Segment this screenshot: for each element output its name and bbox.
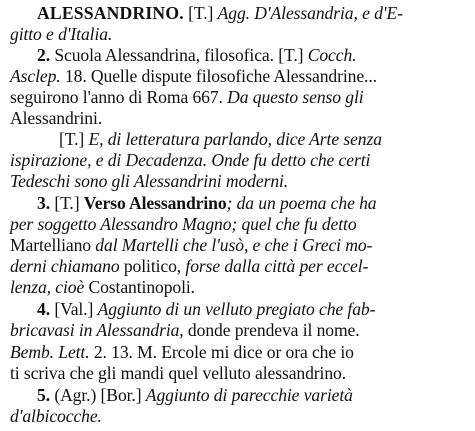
sense-text: 2. 13. M. Ercole mi dice or ora che io: [93, 342, 354, 362]
subheadword: Verso Alessandrino: [83, 193, 227, 213]
sense-3-line-3: [10, 234, 475, 256]
citation: Cocch.: [307, 45, 357, 65]
sense-text: Scuola Alessandrina, filosofica.: [54, 45, 274, 65]
sense-2-line-1: [37, 44, 475, 66]
tag: (Agr.): [54, 385, 97, 405]
sense-4-line-2: [10, 319, 475, 341]
sense-number: 3.: [37, 193, 50, 213]
sense-3-line-2: per soggetto Alessandro Magno; quel che fu detto: [10, 214, 357, 234]
sense-number: 4.: [37, 299, 50, 319]
sense-text: E, di letteratura parlando, dice Arte senza: [88, 129, 382, 149]
sense-text: Costantinopoli.: [88, 277, 195, 297]
sense-text: Martelliano: [10, 235, 91, 255]
sense-text: bricavasi in Alessandria,: [10, 320, 184, 340]
citation: Bemb. Lett.: [10, 342, 90, 362]
sense-3-line-4: [10, 255, 475, 277]
sense-4-line-1: [37, 298, 475, 320]
sense-3-line-5: [10, 276, 475, 298]
sense-text: donde prendeva il nome.: [187, 320, 360, 340]
tag: [T.]: [278, 45, 304, 65]
sense-text: forse dalla città per eccel-: [185, 256, 369, 276]
sense-3-line-1: [37, 192, 475, 214]
sense-5-line-2: d'albicocche.: [10, 406, 102, 426]
citation: Asclep.: [10, 66, 61, 86]
sense-text: cioè: [55, 277, 85, 297]
sense-text: seguirono l'anno di Roma 667.: [10, 87, 223, 107]
sense-4-line-3: [10, 341, 475, 363]
sense-text: Aggiunto di un velluto pregiato che fab-: [97, 299, 376, 319]
sense-number: 5.: [37, 385, 50, 405]
sense-text: Aggiunto di parecchie varietà: [145, 385, 353, 405]
sense-2-line-3: [10, 86, 475, 108]
sense-number: 2.: [37, 45, 50, 65]
sense-text: politico,: [123, 256, 182, 276]
sense-text: derni chiamano: [10, 256, 120, 276]
sense-text: ; da un poema che ha: [226, 193, 377, 213]
tag: [T.]: [188, 3, 214, 23]
sense-2b-line-1: [59, 128, 475, 150]
sense-text: 18. Quelle dispute filosofiche Alessandrine...: [64, 66, 377, 86]
definition: Agg. D'Alessandria, e d'E-: [217, 3, 403, 23]
entry-line-2: gitto e d'Italia.: [10, 24, 113, 44]
sense-2b-line-3: Tedeschi sono gli Alessandrini moderni.: [10, 171, 289, 191]
sense-2-line-4: Alessandrini.: [10, 108, 103, 128]
sense-2b-line-2: ispirazione, e di Decadenza. Onde fu detto che certi: [10, 150, 371, 170]
tag: [Bor.]: [100, 385, 142, 405]
tag: [T.]: [54, 193, 80, 213]
sense-5-line-1: [37, 384, 475, 406]
tag: [Val.]: [54, 299, 94, 319]
sense-text: lenza,: [10, 277, 51, 297]
sense-2-line-2: [10, 65, 475, 87]
tag: [T.]: [59, 129, 85, 149]
headword: ALESSANDRINO.: [37, 3, 184, 23]
sense-text: dal Martelli che l'usò, e che i Greci mo-: [95, 235, 373, 255]
sense-text: Da questo senso gli: [227, 87, 364, 107]
sense-4-line-4: ti scriva che gli mandi quel velluto alessandrino.: [10, 363, 347, 383]
entry-line-1: [37, 2, 475, 24]
